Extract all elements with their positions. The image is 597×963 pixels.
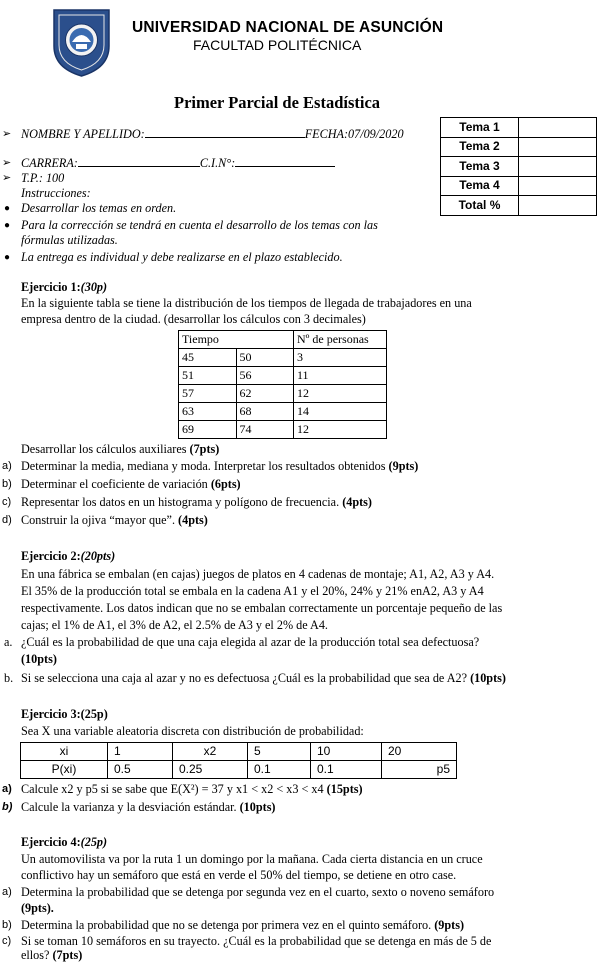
score-label: Tema 3 [441,157,519,177]
item-text: Determinar la media, mediana y moda. Interpretar los resultados obtenidos [21,459,389,473]
item-text: Representar los datos en un histograma y polígono de frecuencia. [21,495,343,509]
question-points: (10pts) [470,671,506,685]
question-text: ellos? [21,948,53,962]
table-cell: 11 [294,367,387,385]
arrow-bullet-icon: ➢ [2,128,12,140]
exercise-text: empresa dentro de la ciudad. (desarrollar los cálculos con 3 decimales) [21,312,366,326]
score-cell[interactable] [519,118,597,138]
table-cell: p5 [382,761,457,779]
question-points: (7pts) [52,948,83,962]
table-cell: 3 [294,349,387,367]
question-text: Determina la probabilidad que se detenga por segunda vez en el cuarto, sexto o noveno semáforo [21,885,495,899]
item-points: (6pts) [210,477,241,491]
table-cell: x2 [173,743,248,761]
exercise-text: El 35% de la producción total se embala en la cadena A1 y el 20%, 24% y 21% enA2, A3 y A4 [21,584,484,598]
ci-label: C.I.N°: [199,156,236,170]
item-label: a) [2,886,12,898]
item-label: d) [2,514,12,526]
instruction-item: La entrega es individual y debe realizarse en el plazo establecido. [21,250,343,264]
item-label: a) [2,460,12,472]
question-points: (10pts) [21,652,57,666]
table-cell: 62 [236,385,294,403]
score-cell[interactable] [519,196,597,216]
score-cell[interactable] [519,137,597,157]
table-row [179,331,387,349]
nombre-label: NOMBRE Y APELLIDO: [21,127,145,141]
item-points: (4pts) [342,495,372,509]
table-cell: 45 [179,349,237,367]
question-points: (15pts) [326,782,363,796]
question-points: (9pts) [434,918,465,932]
table-row [179,403,387,421]
score-row [441,196,597,216]
tp-text: T.P.: 100 [21,171,65,185]
table-cell: 74 [236,421,294,439]
exercise-text: respectivamente. Los datos indican que no se embalan correctamente un porcentaje pequeño de las [21,601,503,615]
exercise-text: Un automovilista va por la ruta 1 un domingo por la mañana. Cada cierta distancia en un cruce [21,852,483,866]
item-label: a. [4,635,13,649]
table-row [179,385,387,403]
instruction-item: Desarrollar los temas en orden. [21,201,177,215]
table-cell: 0.1 [311,761,382,779]
table-header: P(xi) [21,761,108,779]
question-text: ¿Cuál es la probabilidad de que una caja elegida al azar de la producción total sea defectuosa? [21,635,480,649]
exercise-title: Ejercicio 1: [21,280,81,294]
exercise-text: En la siguiente tabla se tiene la distribución de los tiempos de llegada de trabajadores en una [21,296,472,310]
item-text: Construir la ojiva “mayor que”. [21,513,179,527]
question-text: Si se selecciona una caja al azar y no es defectuosa ¿Cuál es la probabilidad que sea de A2? [21,671,471,685]
score-cell[interactable] [519,157,597,177]
exercise-title: Ejercicio 4: [21,835,81,849]
table-header: Tiempo [179,331,294,349]
score-row [441,137,597,157]
instrucciones-heading: Instrucciones: [21,186,91,200]
university-name: UNIVERSIDAD NACIONAL DE ASUNCIÓN [132,19,444,36]
item-label: b) [2,801,13,813]
item-label: c) [2,496,12,508]
table-cell: 12 [294,385,387,403]
university-seal-logo [50,6,113,78]
exercise-text: cajas; el 1% de A1, el 3% de A2, el 2.5% de A3 y el 2% de A4. [21,618,328,632]
table-cell: 56 [236,367,294,385]
table-cell: 5 [248,743,311,761]
question-text: Determina la probabilidad que no se detenga por primera vez en el quinto semáforo. [21,918,435,932]
score-table [440,117,597,216]
fecha-text: FECHA:07/09/2020 [304,127,404,141]
item-label: b. [4,671,14,685]
item-label: b) [2,919,12,931]
exercise-title: Ejercicio 3: [21,707,81,721]
question-text: Calcule x2 y p5 si se sabe que E(X²) = 37 y x1 < x2 < x3 < x4 [21,782,327,796]
table-cell: 68 [236,403,294,421]
question-points: (9pts). [21,901,54,915]
aux-text: Desarrollar los cálculos auxiliares [21,442,187,456]
exercise-title: Ejercicio 2: [21,549,81,563]
score-cell[interactable] [519,176,597,196]
nombre-field[interactable] [145,137,305,138]
table-cell: 0.5 [108,761,173,779]
exercise-text: En una fábrica se embalan (en cajas) juegos de platos en 4 cadenas de montaje; A1, A2, A3 y A4. [21,567,495,581]
table-cell: 50 [236,349,294,367]
table-cell: 51 [179,367,237,385]
table-cell: 1 [108,743,173,761]
question-points: (10pts) [239,800,276,814]
table-cell: 69 [179,421,237,439]
table-cell: 20 [382,743,457,761]
exercise-points: (25p) [80,707,108,721]
table-cell: 0.25 [173,761,248,779]
table-header: Nº de personas [294,331,387,349]
item-points: (9pts) [388,459,419,473]
table-row [21,743,457,761]
arrow-bullet-icon: ➢ [2,157,12,169]
frequency-table [178,330,387,439]
ci-field[interactable] [235,166,335,167]
aux-points: (7pts) [189,442,220,456]
item-points: (4pts) [178,513,208,527]
table-row [179,421,387,439]
table-cell: 14 [294,403,387,421]
table-cell: 0.1 [248,761,311,779]
instruction-item: Para la corrección se tendrá en cuenta el desarrollo de los temas con las [21,218,378,232]
question-text: Si se toman 10 semáforos en su trayecto. ¿Cuál es la probabilidad que se detenga en más de 5 de [21,934,492,948]
arrow-bullet-icon: ➢ [2,172,12,184]
table-row [179,367,387,385]
table-cell: 63 [179,403,237,421]
score-label: Tema 1 [441,118,519,138]
instruction-item: fórmulas utilizadas. [21,233,118,247]
item-label: c) [2,935,12,947]
table-header: xi [21,743,108,761]
exercise-text: conflictivo hay un semáforo que está en verde el 50% del tiempo, se detiene en otro case. [21,868,457,882]
table-row [21,761,457,779]
probability-table [20,742,457,779]
exercise-text: Sea X una variable aleatoria discreta con distribución de probabilidad: [21,724,364,738]
score-label: Total % [441,196,519,216]
carrera-label: CARRERA: [21,156,78,170]
score-label: Tema 2 [441,137,519,157]
table-cell: 10 [311,743,382,761]
item-label: a) [2,783,12,795]
exercise-points: (20pts) [80,549,116,563]
score-row [441,118,597,138]
question-text: Calcule la varianza y la desviación estándar. [21,800,240,814]
exercise-points: (25p) [80,835,108,849]
faculty-name: FACULTAD POLITÉCNICA [193,37,362,53]
item-text: Determinar el coeficiente de variación [21,477,211,491]
item-label: b) [2,478,12,490]
score-row [441,157,597,177]
score-label: Tema 4 [441,176,519,196]
carrera-field[interactable] [78,166,200,167]
table-row [179,349,387,367]
exam-title: Primer Parcial de Estadística [174,93,381,112]
table-cell: 12 [294,421,387,439]
table-cell: 57 [179,385,237,403]
exercise-points: (30p) [80,280,108,294]
score-row [441,176,597,196]
